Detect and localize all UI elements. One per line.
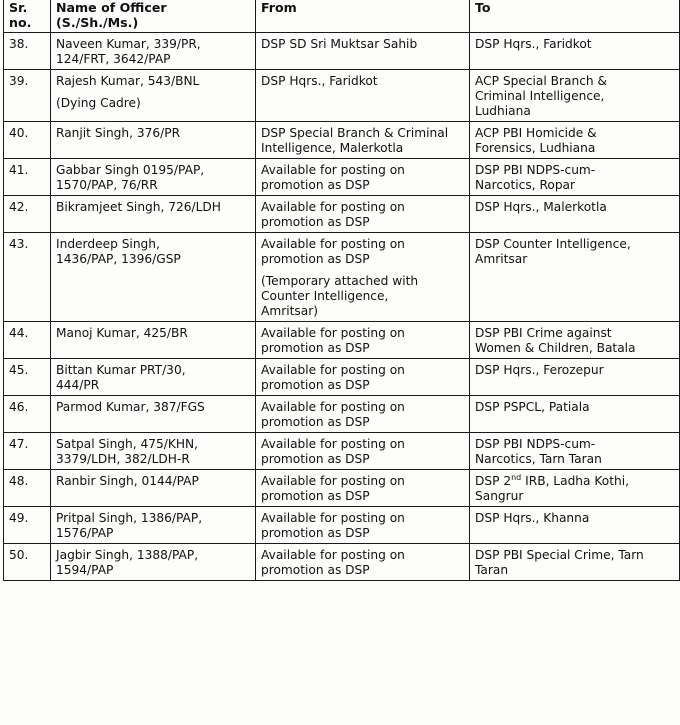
to-cell <box>470 122 680 159</box>
from-line: Available for posting on <box>261 437 405 451</box>
to-line: Ludhiana <box>475 104 531 118</box>
sr-no-cell: 48. <box>4 470 51 507</box>
officer-name-line: Rajesh Kumar, 543/BNL <box>56 74 200 88</box>
header-name-of-officer <box>51 0 256 33</box>
from-cell <box>256 470 470 507</box>
from-line: promotion as DSP <box>261 252 370 266</box>
officer-name-cell <box>51 544 256 581</box>
to-line: Sangrur <box>475 489 524 503</box>
to-cell <box>470 544 680 581</box>
sr-no-cell: 45. <box>4 359 51 396</box>
header-sr-no <box>4 0 51 33</box>
to-line: DSP PBI Special Crime, Tarn <box>475 548 644 562</box>
to-line <box>475 474 675 489</box>
officer-name-line: Manoj Kumar, 425/BR <box>56 326 188 340</box>
header-to <box>470 0 680 33</box>
from-line: DSP Special Branch & Criminal <box>261 126 449 140</box>
table-row <box>4 70 680 122</box>
header-name-line1: Name of Officer <box>56 0 167 15</box>
to-line: DSP PBI Crime against <box>475 326 612 340</box>
to-cell <box>470 233 680 322</box>
officer-posting-table <box>3 0 680 581</box>
header-name-line2: (S./Sh./Ms.) <box>56 15 139 30</box>
from-line: Amritsar) <box>261 304 318 318</box>
table-row <box>4 544 680 581</box>
officer-name-line: 444/PR <box>56 378 100 392</box>
officer-name-line <box>56 89 251 96</box>
to-text-pre: DSP 2 <box>475 474 512 488</box>
from-line: promotion as DSP <box>261 178 370 192</box>
officer-name-line: Naveen Kumar, 339/PR, <box>56 37 201 51</box>
to-line: Taran <box>475 563 509 577</box>
from-cell <box>256 159 470 196</box>
sr-no-cell: 43. <box>4 233 51 322</box>
to-line: DSP PSPCL, Patiala <box>475 400 590 414</box>
from-line: promotion as DSP <box>261 215 370 229</box>
from-cell <box>256 544 470 581</box>
to-line: Women & Children, Batala <box>475 341 636 355</box>
officer-name-line: 1576/PAP <box>56 526 114 540</box>
sr-no-cell: 38. <box>4 33 51 70</box>
from-cell <box>256 233 470 322</box>
to-cell <box>470 433 680 470</box>
officer-name-line: 124/FRT, 3642/PAP <box>56 52 171 66</box>
to-line: DSP PBI NDPS-cum- <box>475 163 596 177</box>
from-line: promotion as DSP <box>261 526 370 540</box>
from-line <box>261 267 465 274</box>
sr-no-cell: 44. <box>4 322 51 359</box>
table-row <box>4 196 680 233</box>
table-row <box>4 233 680 322</box>
officer-name-cell <box>51 396 256 433</box>
to-cell <box>470 196 680 233</box>
to-cell <box>470 359 680 396</box>
from-line: promotion as DSP <box>261 563 370 577</box>
table-row <box>4 122 680 159</box>
from-line: Counter Intelligence, <box>261 289 389 303</box>
from-line: DSP Hqrs., Faridkot <box>261 74 378 88</box>
officer-name-cell <box>51 470 256 507</box>
from-line: Available for posting on <box>261 237 405 251</box>
officer-name-cell <box>51 159 256 196</box>
from-line: Intelligence, Malerkotla <box>261 141 404 155</box>
to-line: DSP Hqrs., Malerkotla <box>475 200 607 214</box>
from-line: promotion as DSP <box>261 378 370 392</box>
to-cell <box>470 322 680 359</box>
to-line: DSP Counter Intelligence, <box>475 237 631 251</box>
from-cell <box>256 396 470 433</box>
from-line: Available for posting on <box>261 400 405 414</box>
officer-name-line: Parmod Kumar, 387/FGS <box>56 400 205 414</box>
officer-name-line: 1594/PAP <box>56 563 114 577</box>
header-to-line1: To <box>475 0 491 15</box>
sr-no-cell: 50. <box>4 544 51 581</box>
from-line: Available for posting on <box>261 548 405 562</box>
officer-name-line: Bikramjeet Singh, 726/LDH <box>56 200 221 214</box>
from-line: Available for posting on <box>261 163 405 177</box>
officer-name-cell <box>51 359 256 396</box>
officer-name-line: Ranjit Singh, 376/PR <box>56 126 181 140</box>
officer-name-cell <box>51 122 256 159</box>
from-cell <box>256 433 470 470</box>
officer-name-line: (Dying Cadre) <box>56 96 141 110</box>
officer-name-cell <box>51 233 256 322</box>
officer-name-line: 1570/PAP, 76/RR <box>56 178 158 192</box>
officer-name-line: Jagbir Singh, 1388/PAP, <box>56 548 199 562</box>
sr-no-cell: 41. <box>4 159 51 196</box>
to-line: Narcotics, Ropar <box>475 178 576 192</box>
officer-name-line: Satpal Singh, 475/KHN, <box>56 437 199 451</box>
officer-name-cell <box>51 322 256 359</box>
from-line: Available for posting on <box>261 474 405 488</box>
from-line: Available for posting on <box>261 511 405 525</box>
from-cell <box>256 507 470 544</box>
to-line: DSP Hqrs., Faridkot <box>475 37 592 51</box>
from-cell <box>256 359 470 396</box>
officer-name-cell <box>51 507 256 544</box>
officer-name-cell <box>51 33 256 70</box>
table-row <box>4 159 680 196</box>
table-row <box>4 322 680 359</box>
to-line: DSP Hqrs., Ferozepur <box>475 363 604 377</box>
from-line: promotion as DSP <box>261 489 370 503</box>
ordinal-superscript: nd <box>511 473 522 482</box>
officer-name-cell <box>51 433 256 470</box>
from-cell <box>256 33 470 70</box>
from-line: DSP SD Sri Muktsar Sahib <box>261 37 418 51</box>
officer-name-line: Bittan Kumar PRT/30, <box>56 363 186 377</box>
to-line: Amritsar <box>475 252 528 266</box>
to-text-post: IRB, Ladha Kothi, <box>521 474 629 488</box>
table-row <box>4 33 680 70</box>
table-row <box>4 396 680 433</box>
to-line: Narcotics, Tarn Taran <box>475 452 602 466</box>
from-line: promotion as DSP <box>261 452 370 466</box>
from-cell <box>256 70 470 122</box>
to-cell <box>470 70 680 122</box>
header-sr-line1: Sr. <box>9 0 28 15</box>
from-line: (Temporary attached with <box>261 274 419 288</box>
to-cell <box>470 159 680 196</box>
to-cell <box>470 507 680 544</box>
from-line: promotion as DSP <box>261 415 370 429</box>
to-line: ACP Special Branch & <box>475 74 608 88</box>
from-cell <box>256 122 470 159</box>
sr-no-cell: 39. <box>4 70 51 122</box>
officer-name-line: Ranbir Singh, 0144/PAP <box>56 474 199 488</box>
table-row <box>4 359 680 396</box>
to-line: Forensics, Ludhiana <box>475 141 596 155</box>
from-cell <box>256 196 470 233</box>
officer-name-line: 3379/LDH, 382/LDH-R <box>56 452 190 466</box>
officer-name-line: Gabbar Singh 0195/PAP, <box>56 163 205 177</box>
officer-name-cell <box>51 196 256 233</box>
to-line: DSP PBI NDPS-cum- <box>475 437 596 451</box>
officer-name-line: Pritpal Singh, 1386/PAP, <box>56 511 203 525</box>
header-sr-line2: no. <box>9 15 32 30</box>
table-row <box>4 507 680 544</box>
to-line: DSP Hqrs., Khanna <box>475 511 590 525</box>
sr-no-cell: 46. <box>4 396 51 433</box>
from-line: Available for posting on <box>261 200 405 214</box>
sr-no-cell: 40. <box>4 122 51 159</box>
officer-name-line: Inderdeep Singh, <box>56 237 160 251</box>
from-line: Available for posting on <box>261 326 405 340</box>
from-line: Available for posting on <box>261 363 405 377</box>
officer-name-line: 1436/PAP, 1396/GSP <box>56 252 181 266</box>
to-cell <box>470 470 680 507</box>
sr-no-cell: 42. <box>4 196 51 233</box>
table-row <box>4 433 680 470</box>
header-from-line1: From <box>261 0 297 15</box>
to-line: ACP PBI Homicide & <box>475 126 597 140</box>
officer-name-cell <box>51 70 256 122</box>
to-cell <box>470 33 680 70</box>
header-from <box>256 0 470 33</box>
from-cell <box>256 322 470 359</box>
sr-no-cell: 47. <box>4 433 51 470</box>
table-header-row <box>4 0 680 33</box>
from-line: promotion as DSP <box>261 341 370 355</box>
table-row <box>4 470 680 507</box>
sr-no-cell: 49. <box>4 507 51 544</box>
to-cell <box>470 396 680 433</box>
to-line: Criminal Intelligence, <box>475 89 605 103</box>
